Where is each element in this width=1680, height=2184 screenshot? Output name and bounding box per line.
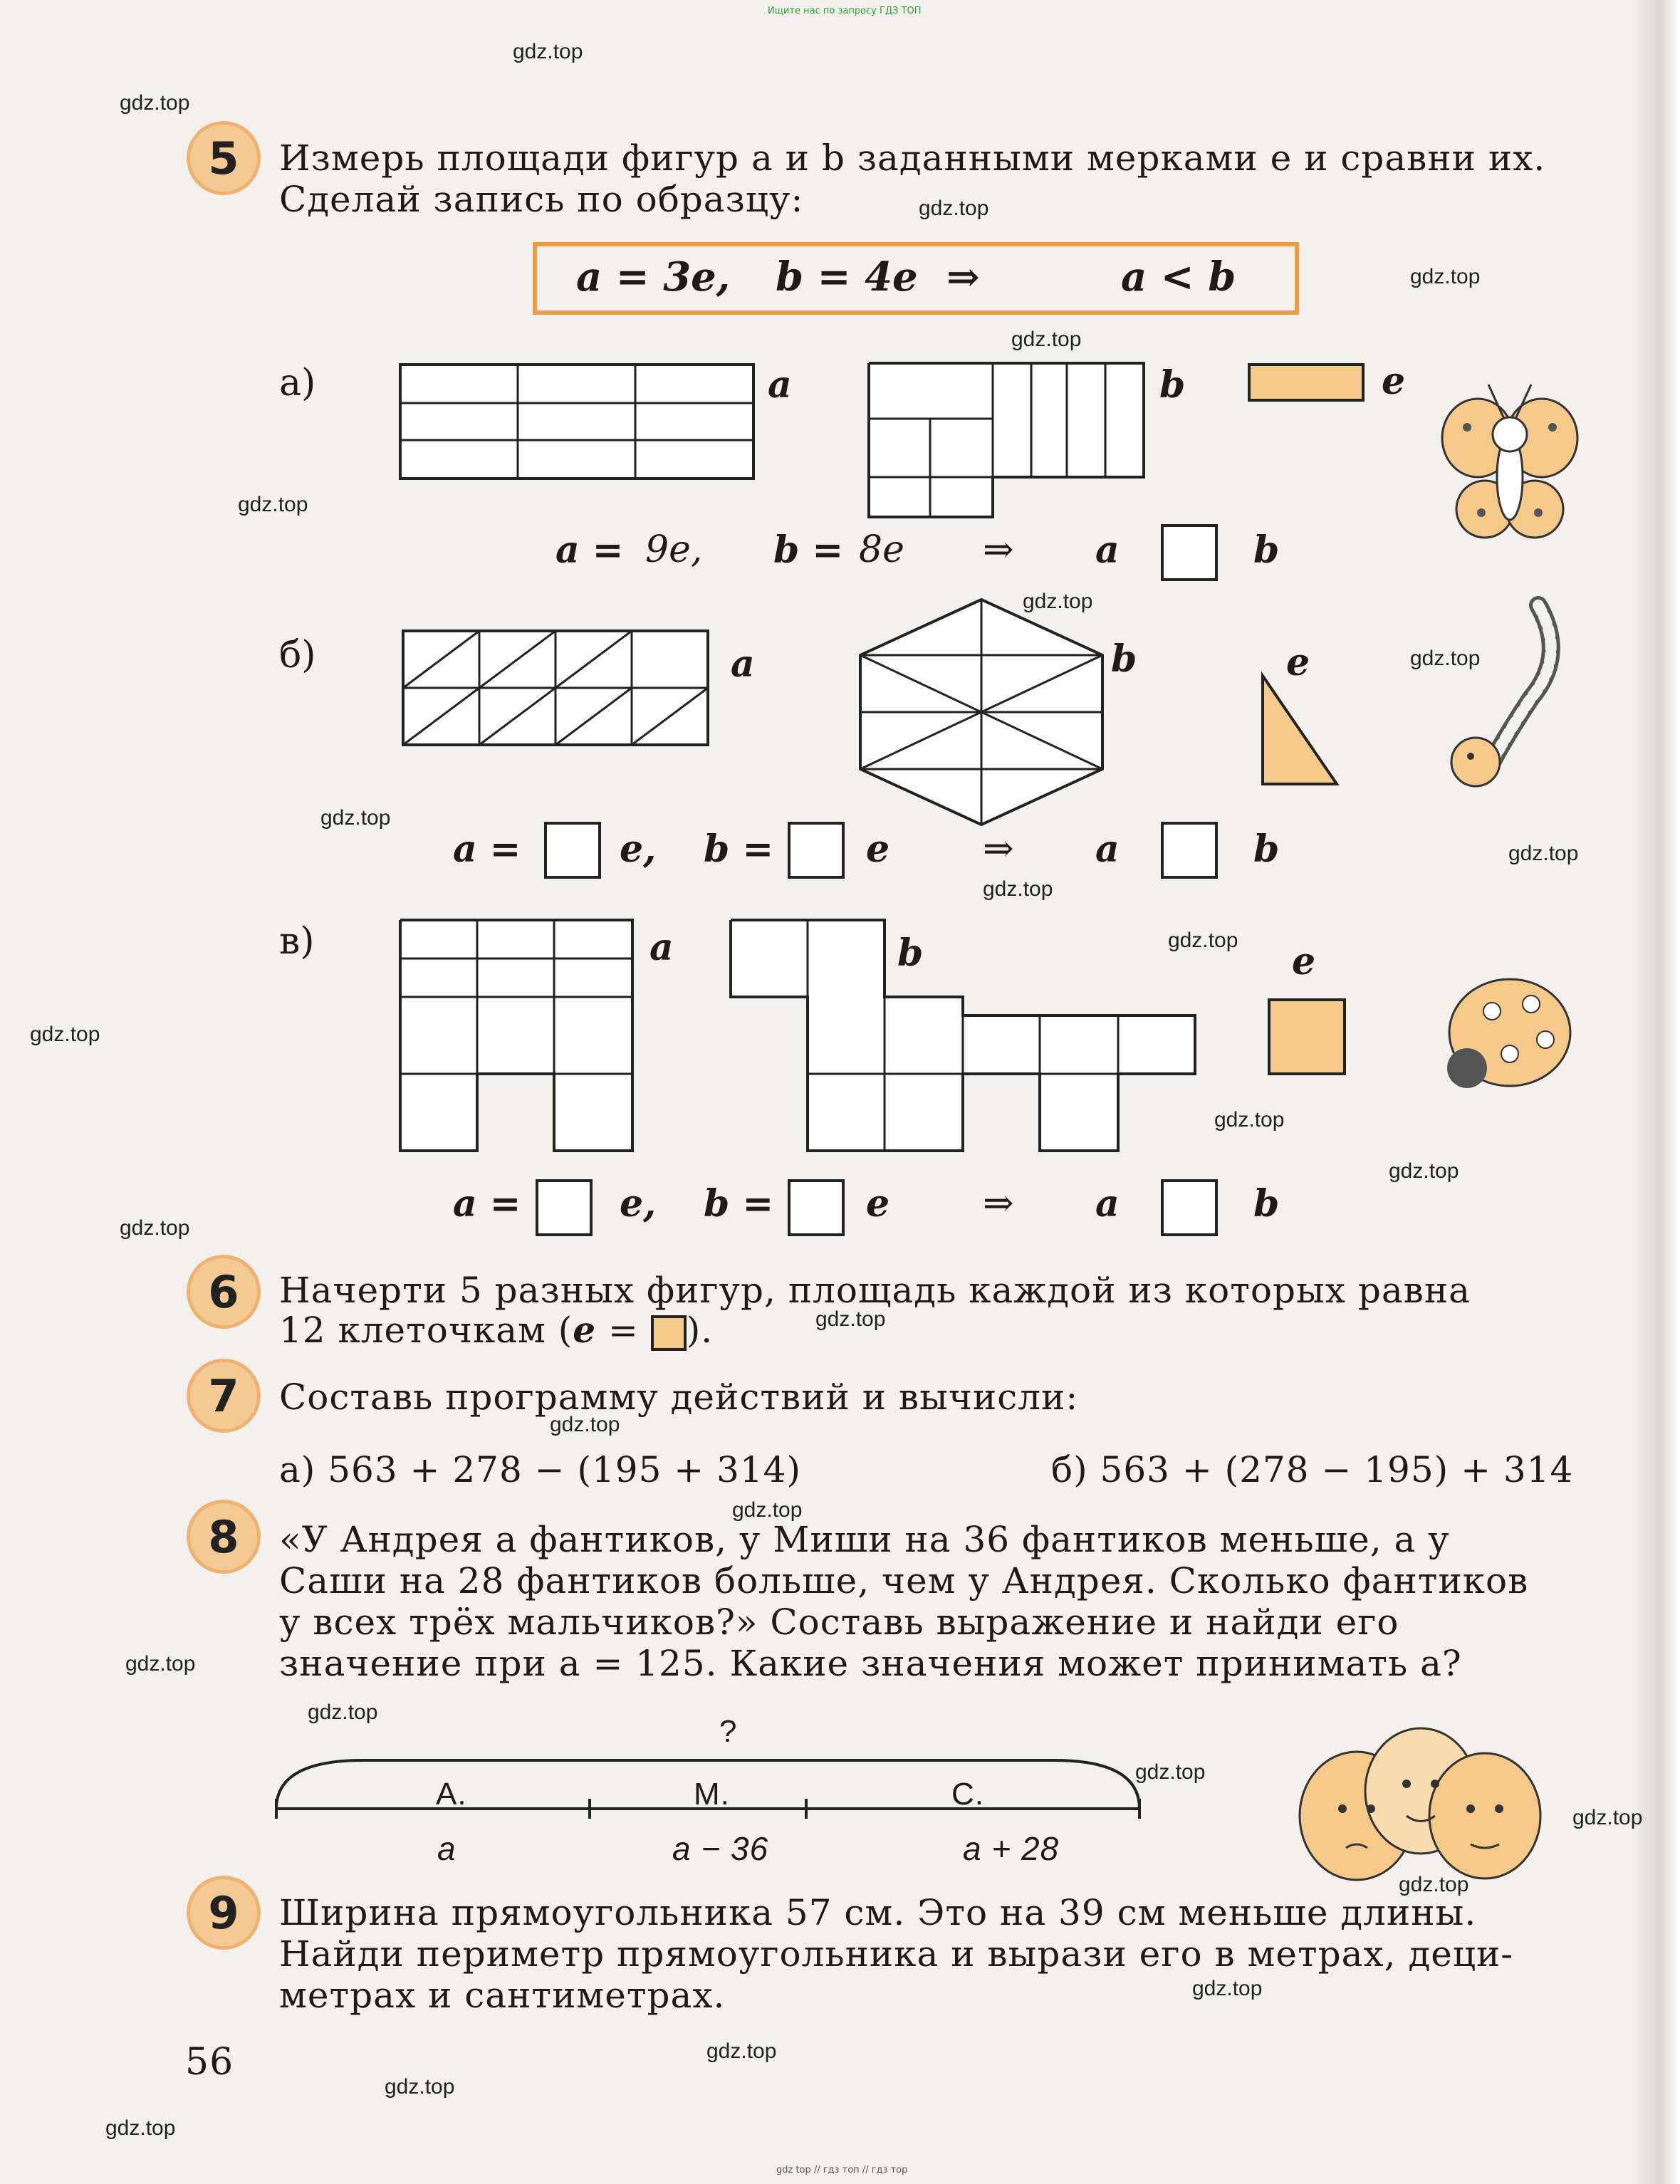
site-hint-top: Ищите нас по запросу ГДЗ ТОП — [768, 6, 922, 16]
task5-line1: Измерь площади фигур a и b заданными мерками e и сравни их. — [279, 137, 1546, 179]
task8-line3: у всех трёх мальчиков?» Составь выражение и найди его — [279, 1602, 1399, 1643]
watermark: gdz.top — [1214, 1108, 1285, 1132]
area-answer-box[interactable] — [788, 822, 845, 879]
segment-value: a — [437, 1830, 456, 1867]
arrow: ⇒ — [983, 827, 1014, 870]
watermark: gdz.top — [732, 1498, 803, 1522]
arrow: ⇒ — [983, 528, 1014, 571]
segment-value: a − 36 — [672, 1830, 769, 1867]
task6-line1: Начерти 5 разных фигур, площадь каждой из которых равна — [279, 1270, 1471, 1311]
part-c-unit-b: e — [866, 1182, 890, 1226]
watermark: gdz.top — [120, 1216, 190, 1240]
segment-name: С. — [951, 1777, 984, 1812]
task8-line4: значение при a = 125. Какие значения может принимать a? — [279, 1643, 1462, 1684]
unit-square — [1268, 998, 1346, 1075]
area-answer-box[interactable] — [544, 822, 601, 879]
watermark: gdz.top — [125, 1652, 196, 1676]
part-b-eq-a: a = — [453, 827, 521, 871]
page-number: 56 — [185, 2041, 234, 2084]
sample-box — [533, 242, 1299, 315]
part-a-eq-a: a = — [555, 528, 624, 572]
butterfly-illustration — [1439, 377, 1581, 555]
compare-answer-box[interactable] — [1161, 1179, 1218, 1236]
sample-b: b = 4e — [776, 254, 918, 301]
watermark: gdz.top — [385, 2075, 455, 2099]
watermark: gdz.top — [919, 197, 989, 220]
watermark: gdz.top — [1011, 328, 1082, 351]
sample-result: a < b — [1121, 254, 1236, 301]
task-number-badge: 6 — [187, 1255, 261, 1329]
figure-b-steps — [729, 919, 1196, 1154]
watermark: gdz.top — [706, 2039, 777, 2063]
compare-a: a — [1095, 1182, 1120, 1226]
sample-arrow: ⇒ — [946, 254, 980, 301]
watermark: gdz.top — [105, 2116, 176, 2140]
figure-a-label: a — [731, 642, 755, 686]
task-number-badge: 9 — [187, 1876, 261, 1950]
figure-a-cross — [399, 919, 634, 1154]
watermark: gdz.top — [1192, 1977, 1263, 2000]
watermark: gdz.top — [815, 1307, 886, 1331]
task8-line1: «У Андрея a фантиков, у Миши на 36 фантиков меньше, а у — [279, 1519, 1450, 1560]
figure-b-hexagon — [859, 598, 1104, 826]
part-c-unit-a: e, — [620, 1182, 657, 1226]
figure-a-label: a — [649, 926, 674, 969]
task8-line2: Саши на 28 фантиков больше, чем у Андрея. Сколько фантиков — [279, 1560, 1529, 1602]
watermark: gdz.top — [1410, 647, 1481, 670]
watermark: gdz.top — [308, 1700, 378, 1724]
compare-b: b — [1253, 528, 1280, 572]
area-answer-box[interactable] — [788, 1179, 845, 1236]
watermark: gdz.top — [1399, 1873, 1469, 1896]
unit-cell — [651, 1315, 687, 1351]
unit-triangle — [1261, 674, 1339, 786]
area-answer-box[interactable] — [536, 1179, 593, 1236]
part-a-value-b: 8e — [859, 528, 904, 571]
watermark: gdz.top — [30, 1023, 100, 1046]
page-edge-shadow — [1630, 0, 1680, 2184]
task6-line2-start: 12 клеточкам ( — [279, 1310, 573, 1351]
task6-line2 — [279, 1309, 713, 1352]
part-b-unit-b: e — [866, 827, 890, 871]
task9-line1: Ширина прямоугольника 57 см. Это на 39 см меньше длины. — [279, 1892, 1477, 1933]
watermark: gdz.top — [1572, 1806, 1643, 1829]
part-label: а) — [279, 362, 316, 404]
boys-illustration — [1289, 1709, 1545, 1880]
unit-label: e — [1286, 641, 1310, 684]
watermark: gdz.top — [513, 40, 583, 63]
watermark: gdz.top — [1508, 842, 1579, 865]
figure-a-triangles — [402, 629, 709, 746]
task9-line2: Найди периметр прямоугольника и вырази его в метрах, деци- — [279, 1933, 1514, 1975]
watermark: gdz.top — [238, 493, 308, 516]
unit-rectangle — [1248, 363, 1365, 402]
part-b-unit-a: e, — [620, 827, 657, 871]
task6-eq: = — [596, 1310, 651, 1351]
compare-a: a — [1095, 528, 1120, 572]
compare-b: b — [1253, 1182, 1280, 1226]
compare-b: b — [1253, 827, 1280, 871]
watermark: gdz.top — [120, 91, 190, 115]
segment-name: М. — [694, 1777, 730, 1812]
figure-b-label: b — [1159, 363, 1186, 407]
unit-label: e — [1382, 360, 1406, 403]
task7-line1: Составь программу действий и вычисли: — [279, 1376, 1079, 1418]
figure-b-label: b — [1111, 637, 1137, 681]
arrow: ⇒ — [983, 1182, 1014, 1225]
watermark: gdz.top — [1389, 1159, 1459, 1183]
part-c-eq-b: b = — [704, 1182, 774, 1226]
segment-value: a + 28 — [963, 1830, 1060, 1867]
watermark: gdz.top — [1410, 265, 1481, 288]
caterpillar-illustration — [1431, 591, 1574, 812]
compare-answer-box[interactable] — [1161, 524, 1218, 581]
figure-b-label: b — [897, 931, 924, 975]
task7-expr-a: а) 563 + 278 − (195 + 314) — [279, 1449, 802, 1490]
part-a-value-a: 9e, — [645, 528, 703, 571]
figure-b-grid — [867, 362, 1145, 518]
part-label: в) — [279, 920, 315, 963]
part-b-eq-b: b = — [704, 827, 774, 871]
task-number-badge: 8 — [187, 1500, 261, 1574]
task6-var: e — [573, 1309, 597, 1351]
compare-answer-box[interactable] — [1161, 822, 1218, 879]
part-a-eq-b: b = — [773, 528, 844, 572]
task6-end: ). — [686, 1310, 714, 1351]
task5-line2: Сделай запись по образцу: — [279, 179, 804, 220]
task7-expr-b: б) 563 + (278 − 195) + 314 — [1051, 1449, 1574, 1490]
watermark: gdz.top — [1023, 590, 1093, 613]
watermark: gdz.top — [1135, 1760, 1206, 1784]
sample-a: a = 3e, — [576, 254, 731, 301]
figure-a-label: a — [768, 363, 792, 407]
part-label: б) — [279, 634, 316, 676]
watermark: gdz.top — [1168, 929, 1238, 952]
part-c-eq-a: a = — [453, 1182, 521, 1226]
task9-line3: метрах и сантиметрах. — [279, 1975, 726, 2016]
task-number-badge: 7 — [187, 1359, 261, 1433]
watermark: gdz.top — [983, 877, 1053, 901]
site-hint-bottom: gdz top // гдз топ // гдз тор — [776, 2165, 908, 2175]
task-number-badge: 5 — [187, 121, 261, 195]
figure-a-grid — [399, 363, 755, 480]
watermark: gdz.top — [320, 806, 391, 830]
diagram-question: ? — [719, 1714, 738, 1749]
segment-name: А. — [436, 1777, 467, 1812]
watermark: gdz.top — [550, 1413, 620, 1436]
ladybug-illustration — [1439, 954, 1581, 1111]
unit-label: e — [1292, 940, 1316, 983]
compare-a: a — [1095, 827, 1120, 871]
